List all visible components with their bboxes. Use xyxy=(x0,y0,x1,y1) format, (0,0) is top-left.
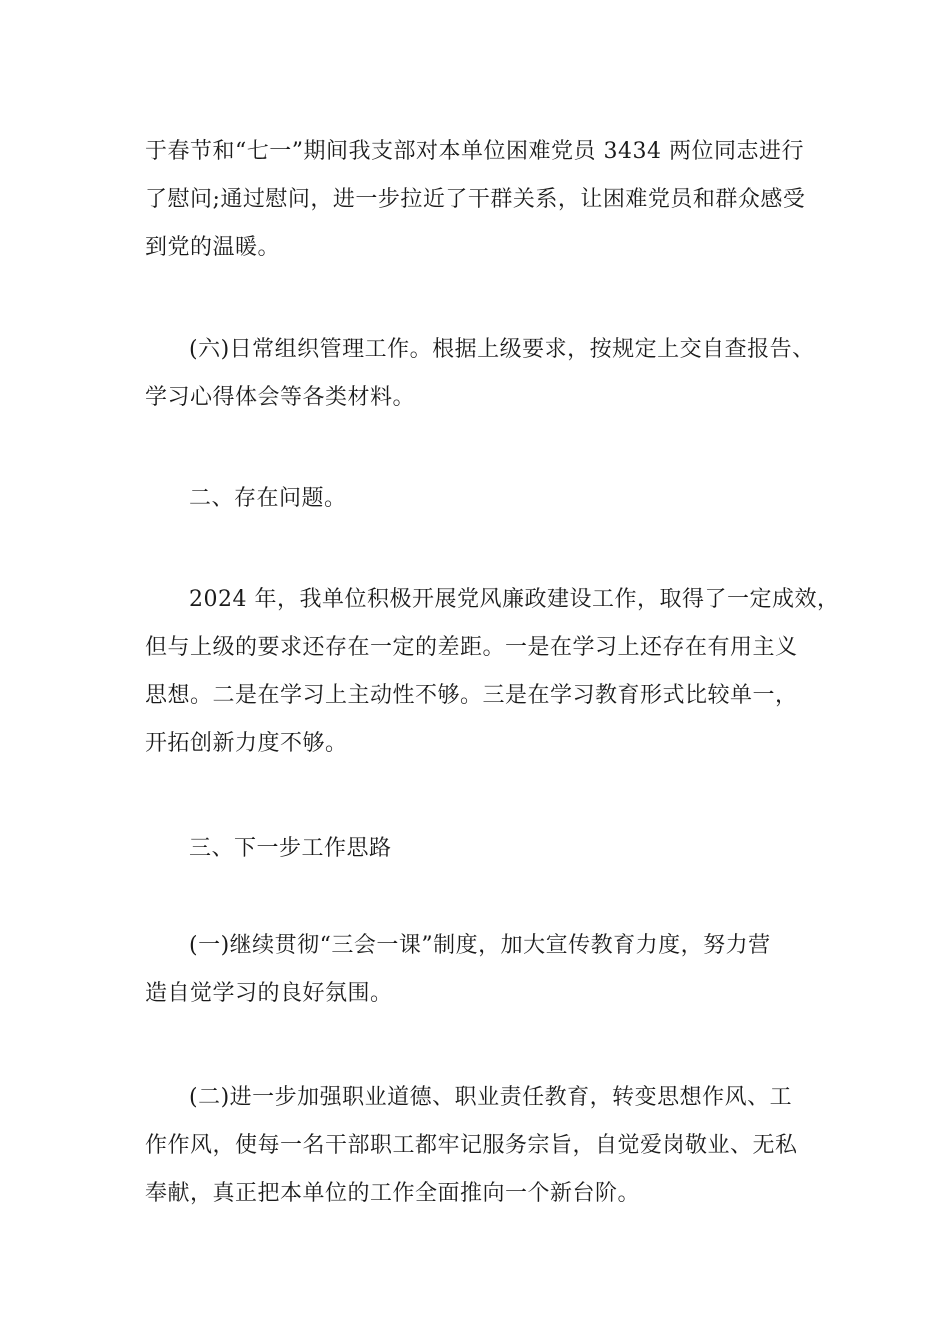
paragraph-next-step-2 xyxy=(145,1074,815,1218)
text-line: 到党的温暖。 xyxy=(145,235,281,260)
text-line: 思想。二是在学习上主动性不够。三是在学习教育形式比较单一， xyxy=(145,683,798,708)
text-line: 2024 年，我单位积极开展党风廉政建设工作，取得了一定成效， xyxy=(189,587,840,612)
text-line: 造自觉学习的良好氛围。 xyxy=(145,981,393,1006)
paragraph-problems-detail xyxy=(145,576,840,768)
text-line: 奉献，真正把本单位的工作全面推向一个新台阶。 xyxy=(145,1181,641,1206)
text-line: 开拓创新力度不够。 xyxy=(145,731,348,756)
text-line: 但与上级的要求还存在一定的差距。一是在学习上还存在有用主义 xyxy=(145,635,798,660)
text-line: (一)继续贯彻“三会一课”制度，加大宣传教育力度，努力营 xyxy=(189,933,771,958)
heading-existing-problems xyxy=(145,475,815,523)
paragraph-next-step-1 xyxy=(145,922,815,1018)
text-line: 了慰问;通过慰问，进一步拉近了干群关系，让困难党员和群众感受 xyxy=(145,187,806,212)
heading-next-steps xyxy=(145,825,815,873)
text-line: (二)进一步加强职业道德、职业责任教育，转变思想作风、工 xyxy=(189,1085,793,1110)
section-heading: 二、存在问题。 xyxy=(189,486,347,511)
text-line: 于春节和“七一”期间我支部对本单位困难党员 3434 两位同志进行 xyxy=(145,139,804,164)
paragraph-daily-management xyxy=(145,326,815,422)
section-heading: 三、下一步工作思路 xyxy=(189,836,392,861)
text-line: (六)日常组织管理工作。根据上级要求，按规定上交自查报告、 xyxy=(189,337,815,362)
paragraph-condolence-visits xyxy=(145,128,815,272)
text-line: 学习心得体会等各类材料。 xyxy=(145,385,416,410)
text-line: 作作风，使每一名干部职工都牢记服务宗旨，自觉爱岗敬业、无私 xyxy=(145,1133,798,1158)
